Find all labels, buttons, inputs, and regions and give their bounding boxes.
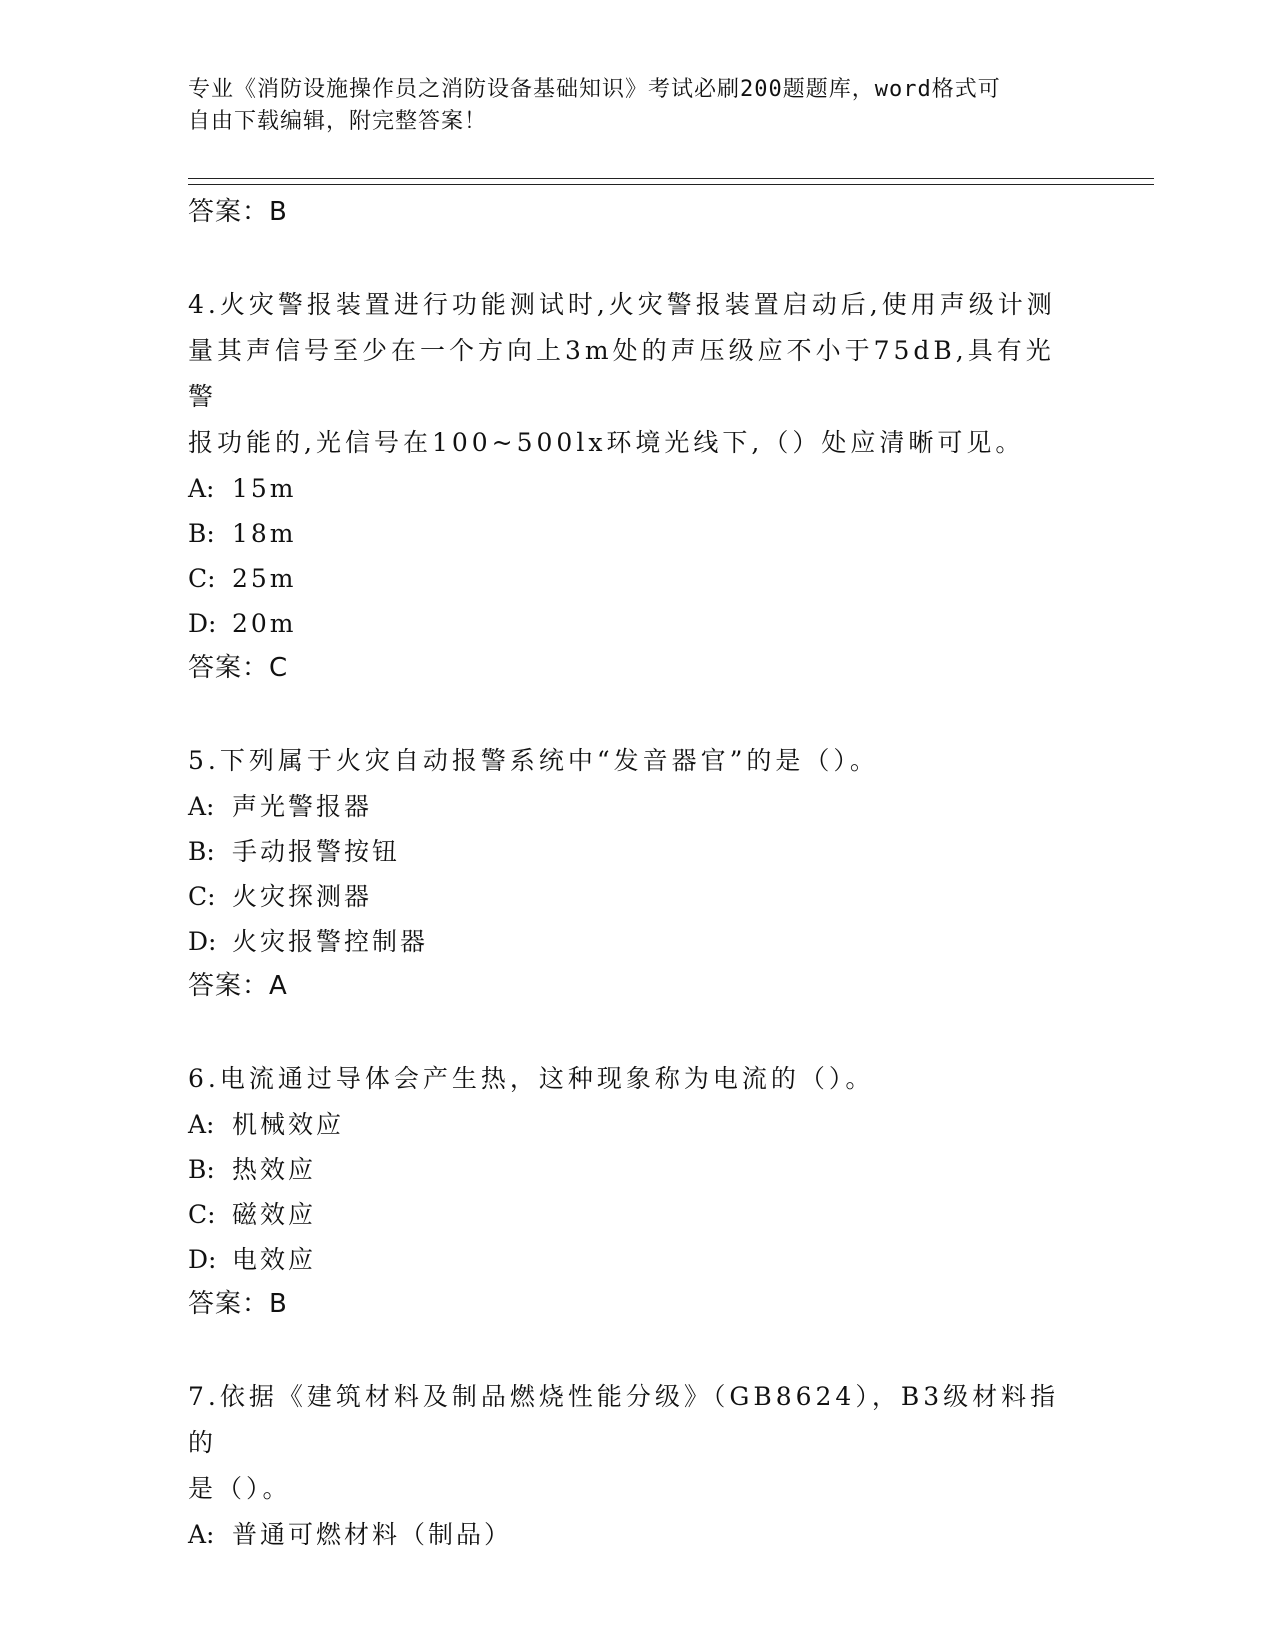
option-text: 25m: [232, 564, 297, 593]
option-text: 火灾报警控制器: [232, 927, 429, 956]
question-line: 量其声信号至少在一个方向上3m处的声压级应不小于75dB,具有光警: [188, 336, 1055, 411]
question-text: [188, 1374, 1068, 1512]
answer-line: 答案：B: [188, 1289, 288, 1319]
option-label: C:: [188, 564, 216, 593]
option-label: B:: [188, 837, 215, 866]
question-text: [188, 1056, 1068, 1102]
question-block: [188, 1374, 1068, 1557]
option-d: [188, 1237, 1068, 1282]
option-d: [188, 601, 1068, 646]
document-body: [188, 190, 1068, 1557]
option-label: C:: [188, 1200, 216, 1229]
option-label: A:: [188, 1110, 215, 1139]
option-label: D:: [188, 927, 217, 956]
question-line: 是（）。: [188, 1474, 292, 1503]
question-line: 7.依据《建筑材料及制品燃烧性能分级》（GB8624），B3级材料指的: [188, 1382, 1060, 1457]
question-block: [188, 738, 1068, 1008]
question-block: [188, 1056, 1068, 1326]
option-text: 普通可燃材料（制品）: [232, 1520, 513, 1549]
option-text: 电效应: [232, 1245, 317, 1274]
header-line-2: 自由下载编辑，附完整答案！: [188, 109, 488, 134]
option-text: 火灾探测器: [232, 882, 373, 911]
header-divider-top: [188, 178, 1154, 179]
document-header: [188, 74, 1068, 138]
question-text: [188, 738, 1068, 784]
question-line: 6.电流通过导体会产生热，这种现象称为电流的（）。: [188, 1064, 875, 1093]
option-d: [188, 919, 1068, 964]
question-line: 报功能的,光信号在100~500lx环境光线下,（）处应清晰可见。: [188, 428, 1025, 457]
option-label: A:: [188, 792, 215, 821]
option-c: [188, 874, 1068, 919]
option-c: [188, 1192, 1068, 1237]
option-label: C:: [188, 882, 216, 911]
option-a: [188, 1512, 1068, 1557]
option-text: 磁效应: [232, 1200, 317, 1229]
header-divider-bottom: [188, 184, 1154, 185]
answer-line: 答案：C: [188, 653, 289, 683]
option-label: B:: [188, 1155, 215, 1184]
option-label: D:: [188, 1245, 217, 1274]
option-text: 20m: [232, 609, 297, 638]
option-b: [188, 829, 1068, 874]
option-label: A:: [188, 1520, 215, 1549]
answer-line: 答案：A: [188, 971, 288, 1001]
option-b: [188, 511, 1068, 556]
option-b: [188, 1147, 1068, 1192]
question-line: 4.火灾警报装置进行功能测试时,火灾警报装置启动后,使用声级计测: [188, 290, 1056, 319]
option-label: A:: [188, 474, 215, 503]
option-text: 手动报警按钮: [232, 837, 401, 866]
option-text: 机械效应: [232, 1110, 345, 1139]
option-text: 18m: [232, 519, 297, 548]
option-label: B:: [188, 519, 215, 548]
question-block: [188, 282, 1068, 690]
option-a: [188, 1102, 1068, 1147]
question-text: [188, 282, 1068, 466]
answer-line: 答案：B: [188, 197, 288, 227]
option-text: 声光警报器: [232, 792, 373, 821]
option-label: D:: [188, 609, 217, 638]
header-line-1: 专业《消防设施操作员之消防设备基础知识》考试必刷200题题库，word格式可: [188, 77, 1001, 102]
question-line: 5.下列属于火灾自动报警系统中“发音器官”的是（）。: [188, 746, 879, 775]
option-a: [188, 784, 1068, 829]
option-text: 热效应: [232, 1155, 317, 1184]
option-c: [188, 556, 1068, 601]
option-a: [188, 466, 1068, 511]
option-text: 15m: [232, 474, 297, 503]
